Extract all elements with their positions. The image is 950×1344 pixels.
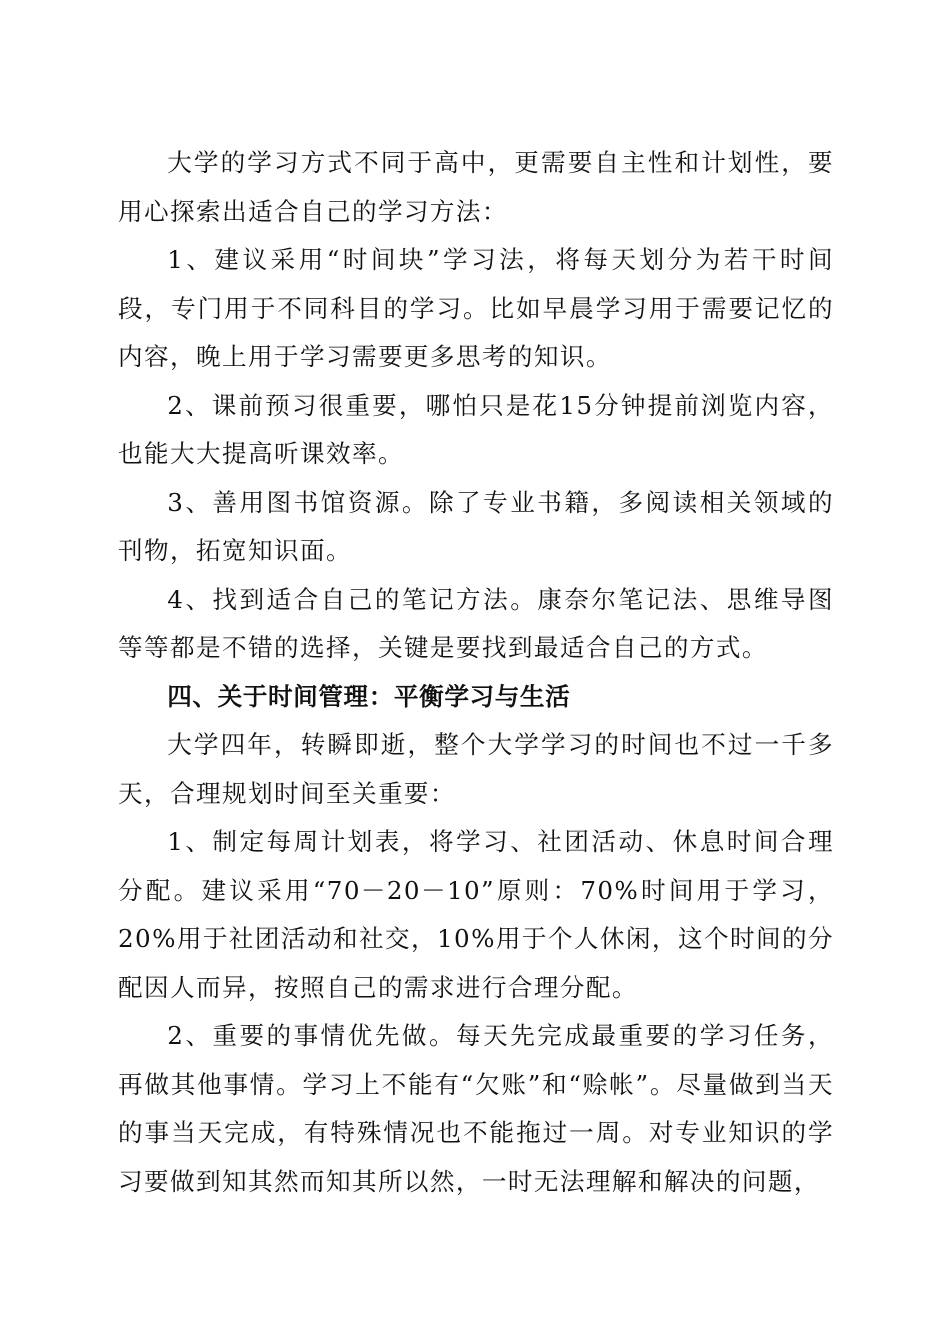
paragraph-time-1: 1、制定每周计划表，将学习、社团活动、休息时间合理分配。建议采用“70－20－10”原则：70%时间用于学习，20%用于社团活动和社交，10%用于个人休闲，这个时间的分配因人而异，按照自己的需求进行合理分配。: [118, 827, 834, 1002]
paragraph-tip-2: 2、课前预习很重要，哪怕只是花15分钟提前浏览内容，也能大大提高听课效率。: [118, 390, 834, 468]
paragraph-tip-1: 1、建议采用“时间块”学习法，将每天划分为若干时间段，专门用于不同科目的学习。比如早晨学习用于需要记忆的内容，晚上用于学习需要更多思考的知识。: [118, 245, 834, 371]
document-body: [118, 139, 834, 1206]
paragraph-tip-3: 3、善用图书馆资源。除了专业书籍，多阅读相关领域的刊物，拓宽知识面。: [118, 487, 834, 565]
paragraph-time-intro: 大学四年，转瞬即逝，整个大学学习的时间也不过一千多天，合理规划时间至关重要：: [118, 730, 834, 808]
paragraph-tip-4: 4、找到适合自己的笔记方法。康奈尔笔记法、思维导图等等都是不错的选择，关键是要找到最适合自己的方式。: [118, 584, 834, 662]
paragraph-time-2: 2、重要的事情优先做。每天先完成最重要的学习任务，再做其他事情。学习上不能有“欠账”和“赊帐”。尽量做到当天的事当天完成，有特殊情况也不能拖过一周。对专业知识的学习要做到知其然而知其所以然，一时无法理解和解决的问题，: [118, 1021, 834, 1196]
paragraph-intro: 大学的学习方式不同于高中，更需要自主性和计划性，要用心探索出适合自己的学习方法：: [118, 148, 834, 226]
section-heading: 四、关于时间管理：平衡学习与生活: [167, 681, 571, 711]
